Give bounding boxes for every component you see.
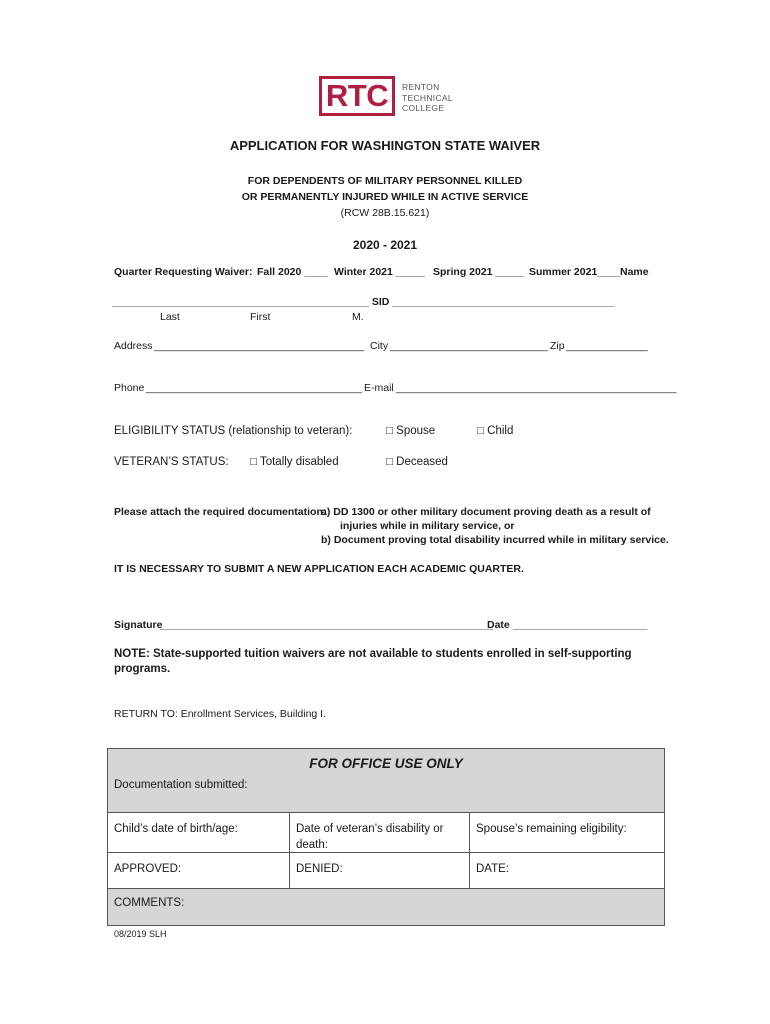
zip-label: Zip bbox=[550, 340, 565, 352]
veteran-date-cell: Date of veteran’s disability or death: bbox=[289, 813, 469, 852]
date-label: Date bbox=[487, 619, 510, 631]
denied-cell: DENIED: bbox=[289, 853, 469, 888]
quarter-label: Quarter Requesting Waiver: bbox=[114, 266, 253, 278]
veteran-status-label: VETERAN’S STATUS: bbox=[114, 456, 229, 468]
decision-date-cell: DATE: bbox=[469, 853, 664, 888]
logo-line-1: RENTON bbox=[402, 82, 440, 92]
subtitle-line-2: OR PERMANENTLY INJURED WHILE IN ACTIVE SERVICE bbox=[241, 191, 529, 203]
office-header-row bbox=[108, 749, 664, 813]
note-line-1: NOTE: State-supported tuition waivers are not available to students enrolled in self-supporting bbox=[114, 648, 632, 660]
return-to: RETURN TO: Enrollment Services, Building I. bbox=[114, 708, 327, 720]
logo-line-3: COLLEGE bbox=[402, 103, 445, 113]
address-field[interactable]: ____________________________________ bbox=[154, 340, 365, 352]
quarter-fall-2020[interactable]: Fall 2020 ____ bbox=[257, 266, 328, 278]
middle-initial-caption: M. bbox=[352, 311, 364, 323]
office-row-decision bbox=[108, 853, 664, 889]
documentation-submitted-label: Documentation submitted: bbox=[114, 779, 248, 791]
documentation-intro: Please attach the required documentation: bbox=[114, 506, 327, 518]
rtc-logo bbox=[319, 76, 395, 116]
office-use-header: FOR OFFICE USE ONLY bbox=[309, 756, 463, 771]
note-line-2: programs. bbox=[114, 663, 171, 675]
city-label: City bbox=[370, 340, 389, 352]
approved-cell: APPROVED: bbox=[114, 863, 182, 875]
doc-option-b: b) Document proving total disability incurred while in military service. bbox=[321, 534, 669, 546]
form-revision-code: 08/2019 SLH bbox=[114, 929, 167, 939]
spouse-option[interactable] bbox=[386, 425, 435, 437]
child-label: Child bbox=[487, 425, 514, 437]
zip-field[interactable]: ______________ bbox=[566, 340, 648, 352]
doc-option-a-line-1: a) DD 1300 or other military document proving death as a result of bbox=[321, 506, 651, 518]
quarter-spring-2021[interactable]: Spring 2021 _____ bbox=[433, 266, 525, 278]
deceased-option[interactable] bbox=[386, 456, 448, 468]
comments-cell: COMMENTS: bbox=[114, 897, 185, 909]
phone-field[interactable]: _____________________________________ bbox=[146, 382, 363, 394]
logo-college-name bbox=[402, 82, 453, 114]
date-field[interactable]: _______________________ bbox=[513, 619, 648, 631]
name-label: Name bbox=[620, 266, 649, 278]
signature-field[interactable]: _________________________________________________________ bbox=[160, 619, 493, 631]
subtitle-line-1: FOR DEPENDENTS OF MILITARY PERSONNEL KILLED bbox=[247, 175, 523, 187]
eligibility-label: ELIGIBILITY STATUS (relationship to veteran): bbox=[114, 425, 353, 437]
phone-label: Phone bbox=[114, 382, 145, 394]
office-row-comments bbox=[108, 889, 664, 925]
rcw-reference: (RCW 28B.15.621) bbox=[340, 207, 430, 219]
quarter-winter-2021[interactable]: Winter 2021 _____ bbox=[334, 266, 425, 278]
name-sid-line[interactable]: ____________________________________________ SID ______________________________________ bbox=[112, 296, 615, 308]
signature-label: Signature bbox=[114, 619, 163, 631]
logo-line-2: TECHNICAL bbox=[402, 92, 453, 103]
email-label: E-mail bbox=[364, 382, 394, 394]
deceased-label: Deceased bbox=[396, 456, 448, 468]
doc-option-a-line-2: injuries while in military service, or bbox=[340, 520, 515, 532]
child-checkbox[interactable]: □ bbox=[477, 425, 484, 437]
deceased-checkbox[interactable]: □ bbox=[386, 456, 393, 468]
city-field[interactable]: ___________________________ bbox=[390, 340, 548, 352]
spouse-eligibility-cell: Spouse’s remaining eligibility: bbox=[469, 813, 664, 852]
totally-disabled-checkbox[interactable]: □ bbox=[250, 456, 257, 468]
academic-year: 2020 - 2021 bbox=[352, 238, 418, 252]
totally-disabled-option[interactable] bbox=[250, 456, 339, 468]
spouse-label: Spouse bbox=[396, 425, 436, 437]
last-name-caption: Last bbox=[160, 311, 180, 323]
logo-acronym: RTC bbox=[325, 78, 389, 113]
totally-disabled-label: Totally disabled bbox=[259, 456, 339, 468]
spouse-checkbox[interactable]: □ bbox=[386, 425, 393, 437]
child-option[interactable] bbox=[477, 425, 513, 437]
office-use-table bbox=[107, 748, 665, 926]
new-application-notice: IT IS NECESSARY TO SUBMIT A NEW APPLICATION EACH ACADEMIC QUARTER. bbox=[114, 563, 524, 575]
first-name-caption: First bbox=[250, 311, 271, 323]
form-title: APPLICATION FOR WASHINGTON STATE WAIVER bbox=[229, 138, 541, 153]
address-label: Address bbox=[114, 340, 153, 352]
email-field[interactable]: ________________________________________________ bbox=[396, 382, 677, 394]
child-dob-cell: Child’s date of birth/age: bbox=[114, 823, 238, 835]
quarter-summer-2021[interactable]: Summer 2021____ bbox=[529, 266, 621, 278]
office-row-dates bbox=[108, 813, 664, 853]
